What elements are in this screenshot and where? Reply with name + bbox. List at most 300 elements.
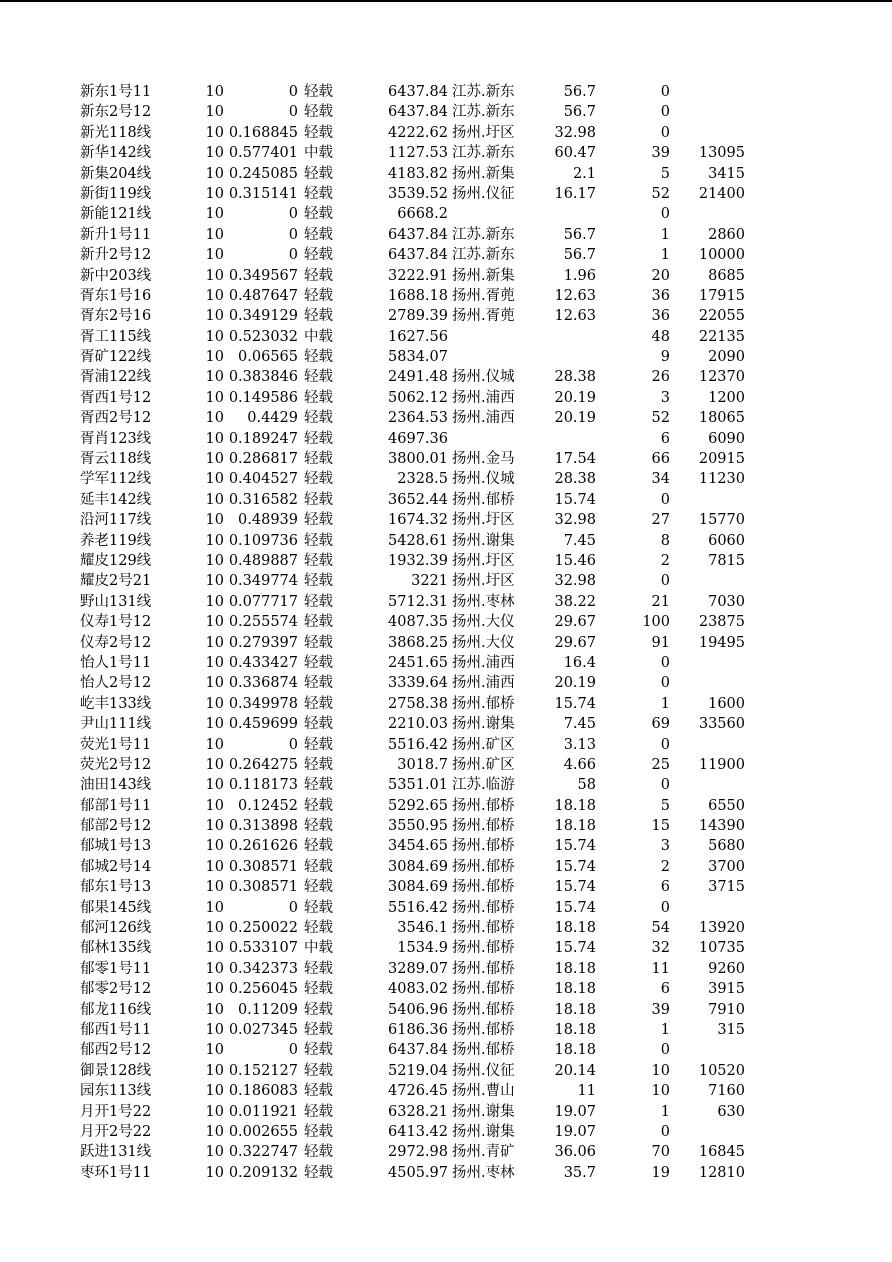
total-cell: 22055 — [698, 308, 745, 325]
load-rate-cell: 0 — [288, 84, 298, 100]
table-row — [0, 1061, 892, 1081]
line-name-cell: 耀皮129线 — [80, 552, 152, 569]
table-row — [0, 633, 892, 653]
load-rate-cell: 0.250022 — [228, 920, 298, 937]
total-cell: 11230 — [698, 471, 745, 488]
area-cell: 扬州.仪城 — [452, 369, 515, 386]
line-name-cell: 园东113线 — [80, 1083, 152, 1100]
table-row — [0, 1040, 892, 1060]
capacity-cell: 5834.07 — [388, 349, 448, 366]
load-status-cell: 轻载 — [304, 267, 333, 284]
load-status-cell: 轻载 — [304, 369, 333, 386]
distance-cell: 36.06 — [554, 1144, 596, 1161]
table-row — [0, 551, 892, 571]
voltage-cell: 10 — [205, 614, 224, 631]
table-row — [0, 979, 892, 999]
capacity-cell: 5428.61 — [388, 532, 448, 549]
area-cell: 扬州.浦西 — [452, 654, 515, 671]
area-cell: 江苏.临游 — [452, 777, 515, 794]
distance-cell: 15.74 — [554, 940, 596, 957]
capacity-cell: 2789.39 — [388, 308, 448, 325]
voltage-cell: 10 — [205, 1123, 224, 1140]
area-cell: 扬州.新集 — [452, 165, 515, 182]
distance-cell: 20.19 — [554, 389, 596, 406]
line-name-cell: 新东2号12 — [80, 104, 152, 121]
voltage-cell: 10 — [205, 573, 224, 590]
total-cell: 8685 — [708, 267, 745, 284]
voltage-cell: 10 — [205, 84, 224, 100]
load-status-cell: 轻载 — [304, 430, 333, 447]
load-status-cell: 轻载 — [304, 206, 333, 223]
load-rate-cell: 0.308571 — [228, 879, 298, 896]
capacity-cell: 5351.01 — [388, 777, 448, 794]
count-cell: 36 — [651, 308, 670, 325]
voltage-cell: 10 — [205, 349, 224, 366]
load-status-cell: 轻载 — [304, 247, 333, 264]
voltage-cell: 10 — [205, 1001, 224, 1018]
line-name-cell: 郁零2号12 — [80, 981, 152, 998]
count-cell: 0 — [660, 736, 670, 753]
count-cell: 1 — [660, 1021, 670, 1038]
line-name-cell: 新升2号12 — [80, 247, 152, 264]
table-row — [0, 1020, 892, 1040]
area-cell: 扬州.郁桥 — [452, 1001, 515, 1018]
load-rate-cell: 0.245085 — [228, 165, 298, 182]
table-row — [0, 510, 892, 530]
count-cell: 91 — [651, 634, 670, 651]
line-name-cell: 月开1号22 — [80, 1103, 152, 1120]
load-status-cell: 轻载 — [304, 614, 333, 631]
area-cell: 江苏.新东 — [452, 247, 515, 264]
area-cell: 扬州.郁桥 — [452, 899, 515, 916]
load-rate-cell: 0.011921 — [228, 1103, 298, 1120]
area-cell: 扬州.矿区 — [452, 756, 515, 773]
count-cell: 0 — [660, 899, 670, 916]
load-rate-cell: 0.4429 — [247, 410, 298, 427]
capacity-cell: 3539.52 — [388, 185, 448, 202]
voltage-cell: 10 — [205, 777, 224, 794]
distance-cell: 32.98 — [554, 124, 596, 141]
load-rate-cell: 0.12452 — [238, 797, 298, 814]
area-cell: 扬州.浦西 — [452, 410, 515, 427]
count-cell: 52 — [651, 185, 670, 202]
capacity-cell: 1688.18 — [388, 287, 448, 304]
capacity-cell: 2758.38 — [388, 695, 448, 712]
area-cell: 扬州.金马 — [452, 451, 515, 468]
capacity-cell: 3800.01 — [388, 451, 448, 468]
load-rate-cell: 0.152127 — [228, 1062, 298, 1079]
load-rate-cell: 0.459699 — [228, 716, 298, 733]
table-row — [0, 225, 892, 245]
area-cell: 扬州.谢集 — [452, 1123, 515, 1140]
distance-cell: 18.18 — [554, 981, 596, 998]
table-row — [0, 1163, 892, 1183]
area-cell: 扬州.大仪 — [452, 634, 515, 651]
table-row — [0, 245, 892, 265]
area-cell: 扬州.青矿 — [452, 1144, 515, 1161]
spreadsheet-table — [0, 82, 892, 1183]
capacity-cell: 3289.07 — [388, 960, 448, 977]
table-row — [0, 449, 892, 469]
load-status-cell: 轻载 — [304, 349, 333, 366]
table-row — [0, 123, 892, 143]
load-status-cell: 轻载 — [304, 185, 333, 202]
load-rate-cell: 0.336874 — [228, 675, 298, 692]
table-row — [0, 592, 892, 612]
load-rate-cell: 0.168845 — [228, 124, 298, 141]
load-status-cell: 轻载 — [304, 165, 333, 182]
line-name-cell: 新集204线 — [80, 165, 152, 182]
load-rate-cell: 0.383846 — [228, 369, 298, 386]
total-cell: 3700 — [708, 858, 745, 875]
capacity-cell: 4726.45 — [388, 1083, 448, 1100]
distance-cell: 18.18 — [554, 1042, 596, 1059]
line-name-cell: 郁西1号11 — [80, 1021, 152, 1038]
capacity-cell: 6186.36 — [388, 1021, 448, 1038]
load-rate-cell: 0.48939 — [238, 512, 298, 529]
capacity-cell: 3221 — [411, 573, 448, 590]
load-status-cell: 轻载 — [304, 308, 333, 325]
count-cell: 69 — [651, 716, 670, 733]
load-rate-cell: 0.349978 — [228, 695, 298, 712]
capacity-cell: 5516.42 — [388, 736, 448, 753]
voltage-cell: 10 — [205, 736, 224, 753]
distance-cell: 16.17 — [554, 185, 596, 202]
distance-cell: 4.66 — [563, 756, 596, 773]
table-row — [0, 388, 892, 408]
table-row — [0, 1081, 892, 1101]
load-rate-cell: 0.433427 — [228, 654, 298, 671]
load-status-cell: 轻载 — [304, 797, 333, 814]
total-cell: 2860 — [708, 226, 745, 243]
area-cell: 扬州.郁桥 — [452, 838, 515, 855]
voltage-cell: 10 — [205, 981, 224, 998]
table-row — [0, 653, 892, 673]
distance-cell: 20.14 — [554, 1062, 596, 1079]
count-cell: 10 — [651, 1083, 670, 1100]
line-name-cell: 胥矿122线 — [80, 349, 152, 366]
total-cell: 33560 — [698, 716, 745, 733]
area-cell: 扬州.新集 — [452, 267, 515, 284]
capacity-cell: 1534.9 — [397, 940, 448, 957]
voltage-cell: 10 — [205, 675, 224, 692]
load-rate-cell: 0.322747 — [228, 1144, 298, 1161]
load-rate-cell: 0.186083 — [228, 1083, 298, 1100]
line-name-cell: 月开2号22 — [80, 1123, 152, 1140]
line-name-cell: 怡人1号11 — [80, 654, 152, 671]
distance-cell: 18.18 — [554, 797, 596, 814]
total-cell: 1600 — [708, 695, 745, 712]
table-row — [0, 184, 892, 204]
line-name-cell: 尹山111线 — [80, 716, 152, 733]
voltage-cell: 10 — [205, 104, 224, 121]
table-row — [0, 1122, 892, 1142]
capacity-cell: 6668.2 — [397, 206, 448, 223]
load-rate-cell: 0.523032 — [228, 328, 298, 345]
distance-cell: 1.96 — [563, 267, 596, 284]
total-cell: 1200 — [708, 389, 745, 406]
total-cell: 12370 — [698, 369, 745, 386]
load-rate-cell: 0.487647 — [228, 287, 298, 304]
count-cell: 3 — [660, 838, 670, 855]
load-status-cell: 轻载 — [304, 532, 333, 549]
capacity-cell: 6437.84 — [388, 84, 448, 100]
line-name-cell: 胥工115线 — [80, 328, 152, 345]
capacity-cell: 3868.25 — [388, 634, 448, 651]
voltage-cell: 10 — [205, 389, 224, 406]
line-name-cell: 新东1号11 — [80, 84, 152, 100]
line-name-cell: 屹丰133线 — [80, 695, 152, 712]
total-cell: 18065 — [698, 410, 745, 427]
capacity-cell: 5712.31 — [388, 593, 448, 610]
load-status-cell: 轻载 — [304, 124, 333, 141]
distance-cell: 18.18 — [554, 1021, 596, 1038]
line-name-cell: 荧光2号12 — [80, 756, 152, 773]
voltage-cell: 10 — [205, 512, 224, 529]
count-cell: 21 — [651, 593, 670, 610]
capacity-cell: 3084.69 — [388, 879, 448, 896]
area-cell: 扬州.郁桥 — [452, 695, 515, 712]
line-name-cell: 郁城1号13 — [80, 838, 152, 855]
total-cell: 13920 — [698, 920, 745, 937]
voltage-cell: 10 — [205, 960, 224, 977]
distance-cell: 3.13 — [563, 736, 596, 753]
capacity-cell: 6437.84 — [388, 226, 448, 243]
load-rate-cell: 0.316582 — [228, 491, 298, 508]
capacity-cell: 3084.69 — [388, 858, 448, 875]
line-name-cell: 胥云118线 — [80, 451, 152, 468]
count-cell: 100 — [642, 614, 670, 631]
capacity-cell: 1627.56 — [388, 328, 448, 345]
capacity-cell: 5062.12 — [388, 389, 448, 406]
line-name-cell: 延丰142线 — [80, 491, 152, 508]
load-rate-cell: 0.109736 — [228, 532, 298, 549]
area-cell: 扬州.浦西 — [452, 389, 515, 406]
area-cell: 扬州.郁桥 — [452, 879, 515, 896]
page-top-border — [0, 0, 892, 2]
count-cell: 0 — [660, 206, 670, 223]
voltage-cell: 10 — [205, 369, 224, 386]
load-status-cell: 轻载 — [304, 410, 333, 427]
load-status-cell: 轻载 — [304, 736, 333, 753]
distance-cell: 29.67 — [554, 634, 596, 651]
total-cell: 16845 — [698, 1144, 745, 1161]
load-rate-cell: 0.149586 — [228, 389, 298, 406]
total-cell: 15770 — [698, 512, 745, 529]
table-row — [0, 694, 892, 714]
count-cell: 0 — [660, 104, 670, 121]
voltage-cell: 10 — [205, 430, 224, 447]
load-rate-cell: 0.313898 — [228, 818, 298, 835]
count-cell: 10 — [651, 1062, 670, 1079]
voltage-cell: 10 — [205, 124, 224, 141]
total-cell: 7815 — [708, 552, 745, 569]
distance-cell: 12.63 — [554, 287, 596, 304]
count-cell: 0 — [660, 84, 670, 100]
area-cell: 扬州.胥蔸 — [452, 308, 515, 325]
area-cell: 江苏.新东 — [452, 145, 515, 162]
voltage-cell: 10 — [205, 940, 224, 957]
line-name-cell: 郁林135线 — [80, 940, 152, 957]
total-cell: 6550 — [708, 797, 745, 814]
area-cell: 江苏.新东 — [452, 226, 515, 243]
line-name-cell: 耀皮2号21 — [80, 573, 152, 590]
area-cell: 江苏.新东 — [452, 104, 515, 121]
load-rate-cell: 0.577401 — [228, 145, 298, 162]
capacity-cell: 6437.84 — [388, 247, 448, 264]
voltage-cell: 10 — [205, 165, 224, 182]
count-cell: 2 — [660, 858, 670, 875]
distance-cell: 12.63 — [554, 308, 596, 325]
load-rate-cell: 0.308571 — [228, 858, 298, 875]
capacity-cell: 4183.82 — [388, 165, 448, 182]
load-rate-cell: 0.256045 — [228, 981, 298, 998]
capacity-cell: 2491.48 — [388, 369, 448, 386]
line-name-cell: 胥浦122线 — [80, 369, 152, 386]
line-name-cell: 胥西1号12 — [80, 389, 152, 406]
table-row — [0, 836, 892, 856]
load-status-cell: 轻载 — [304, 675, 333, 692]
table-row — [0, 898, 892, 918]
table-row — [0, 1000, 892, 1020]
count-cell: 1 — [660, 695, 670, 712]
table-row — [0, 1102, 892, 1122]
area-cell: 扬州.浦西 — [452, 675, 515, 692]
total-cell: 7160 — [708, 1083, 745, 1100]
load-rate-cell: 0 — [288, 226, 298, 243]
line-name-cell: 怡人2号12 — [80, 675, 152, 692]
load-rate-cell: 0.002655 — [228, 1123, 298, 1140]
voltage-cell: 10 — [205, 532, 224, 549]
capacity-cell: 3454.65 — [388, 838, 448, 855]
load-rate-cell: 0 — [288, 104, 298, 121]
total-cell: 11900 — [698, 756, 745, 773]
total-cell: 20915 — [698, 451, 745, 468]
total-cell: 10520 — [698, 1062, 745, 1079]
total-cell: 315 — [717, 1021, 745, 1038]
voltage-cell: 10 — [205, 654, 224, 671]
distance-cell: 32.98 — [554, 573, 596, 590]
load-status-cell: 轻载 — [304, 634, 333, 651]
load-status-cell: 轻载 — [304, 226, 333, 243]
load-rate-cell: 0.404527 — [228, 471, 298, 488]
count-cell: 1 — [660, 1103, 670, 1120]
load-status-cell: 轻载 — [304, 471, 333, 488]
load-status-cell: 轻载 — [304, 654, 333, 671]
line-name-cell: 郁西2号12 — [80, 1042, 152, 1059]
total-cell: 7910 — [708, 1001, 745, 1018]
count-cell: 6 — [660, 879, 670, 896]
count-cell: 19 — [651, 1164, 670, 1181]
capacity-cell: 3652.44 — [388, 491, 448, 508]
voltage-cell: 10 — [205, 491, 224, 508]
count-cell: 70 — [651, 1144, 670, 1161]
table-row — [0, 918, 892, 938]
capacity-cell: 3550.95 — [388, 818, 448, 835]
capacity-cell: 1932.39 — [388, 552, 448, 569]
table-row — [0, 102, 892, 122]
count-cell: 15 — [651, 818, 670, 835]
voltage-cell: 10 — [205, 858, 224, 875]
load-status-cell: 轻载 — [304, 1021, 333, 1038]
capacity-cell: 4505.97 — [388, 1164, 448, 1181]
line-name-cell: 新能121线 — [80, 206, 152, 223]
table-row — [0, 877, 892, 897]
count-cell: 39 — [651, 1001, 670, 1018]
count-cell: 0 — [660, 573, 670, 590]
load-rate-cell: 0.06565 — [238, 349, 298, 366]
line-name-cell: 郁龙116线 — [80, 1001, 152, 1018]
load-rate-cell: 0.342373 — [228, 960, 298, 977]
line-name-cell: 御景128线 — [80, 1062, 152, 1079]
distance-cell: 16.4 — [563, 654, 596, 671]
count-cell: 0 — [660, 777, 670, 794]
distance-cell: 38.22 — [554, 593, 596, 610]
total-cell: 5680 — [708, 838, 745, 855]
load-rate-cell: 0.315141 — [228, 185, 298, 202]
table-row — [0, 164, 892, 184]
table-row — [0, 612, 892, 632]
table-row — [0, 490, 892, 510]
line-name-cell: 沿河117线 — [80, 512, 152, 529]
area-cell: 扬州.郁桥 — [452, 920, 515, 937]
load-status-cell: 轻载 — [304, 981, 333, 998]
table-row — [0, 429, 892, 449]
total-cell: 22135 — [698, 328, 745, 345]
area-cell: 扬州.郁桥 — [452, 797, 515, 814]
area-cell: 扬州.大仪 — [452, 614, 515, 631]
count-cell: 0 — [660, 1042, 670, 1059]
area-cell: 扬州.圩区 — [452, 124, 515, 141]
load-rate-cell: 0.489887 — [228, 552, 298, 569]
load-status-cell: 轻载 — [304, 818, 333, 835]
line-name-cell: 仪寿2号12 — [80, 634, 152, 651]
distance-cell: 7.45 — [563, 532, 596, 549]
line-name-cell: 仪寿1号12 — [80, 614, 152, 631]
load-status-cell: 轻载 — [304, 1062, 333, 1079]
voltage-cell: 10 — [205, 797, 224, 814]
area-cell: 扬州.胥蔸 — [452, 287, 515, 304]
line-name-cell: 荧光1号11 — [80, 736, 152, 753]
load-status-cell: 轻载 — [304, 920, 333, 937]
count-cell: 0 — [660, 124, 670, 141]
voltage-cell: 10 — [205, 287, 224, 304]
count-cell: 8 — [660, 532, 670, 549]
count-cell: 25 — [651, 756, 670, 773]
table-row — [0, 82, 892, 102]
count-cell: 0 — [660, 491, 670, 508]
distance-cell: 15.74 — [554, 838, 596, 855]
voltage-cell: 10 — [205, 920, 224, 937]
table-row — [0, 816, 892, 836]
total-cell: 6090 — [708, 430, 745, 447]
load-status-cell: 轻载 — [304, 1164, 333, 1181]
table-row — [0, 796, 892, 816]
area-cell: 扬州.谢集 — [452, 1103, 515, 1120]
capacity-cell: 5406.96 — [388, 1001, 448, 1018]
load-status-cell: 轻载 — [304, 1042, 333, 1059]
voltage-cell: 10 — [205, 247, 224, 264]
count-cell: 32 — [651, 940, 670, 957]
table-row — [0, 367, 892, 387]
area-cell: 扬州.圩区 — [452, 552, 515, 569]
count-cell: 34 — [651, 471, 670, 488]
count-cell: 0 — [660, 654, 670, 671]
line-name-cell: 郁零1号11 — [80, 960, 152, 977]
line-name-cell: 新街119线 — [80, 185, 152, 202]
area-cell: 扬州.仪城 — [452, 471, 515, 488]
distance-cell: 32.98 — [554, 512, 596, 529]
